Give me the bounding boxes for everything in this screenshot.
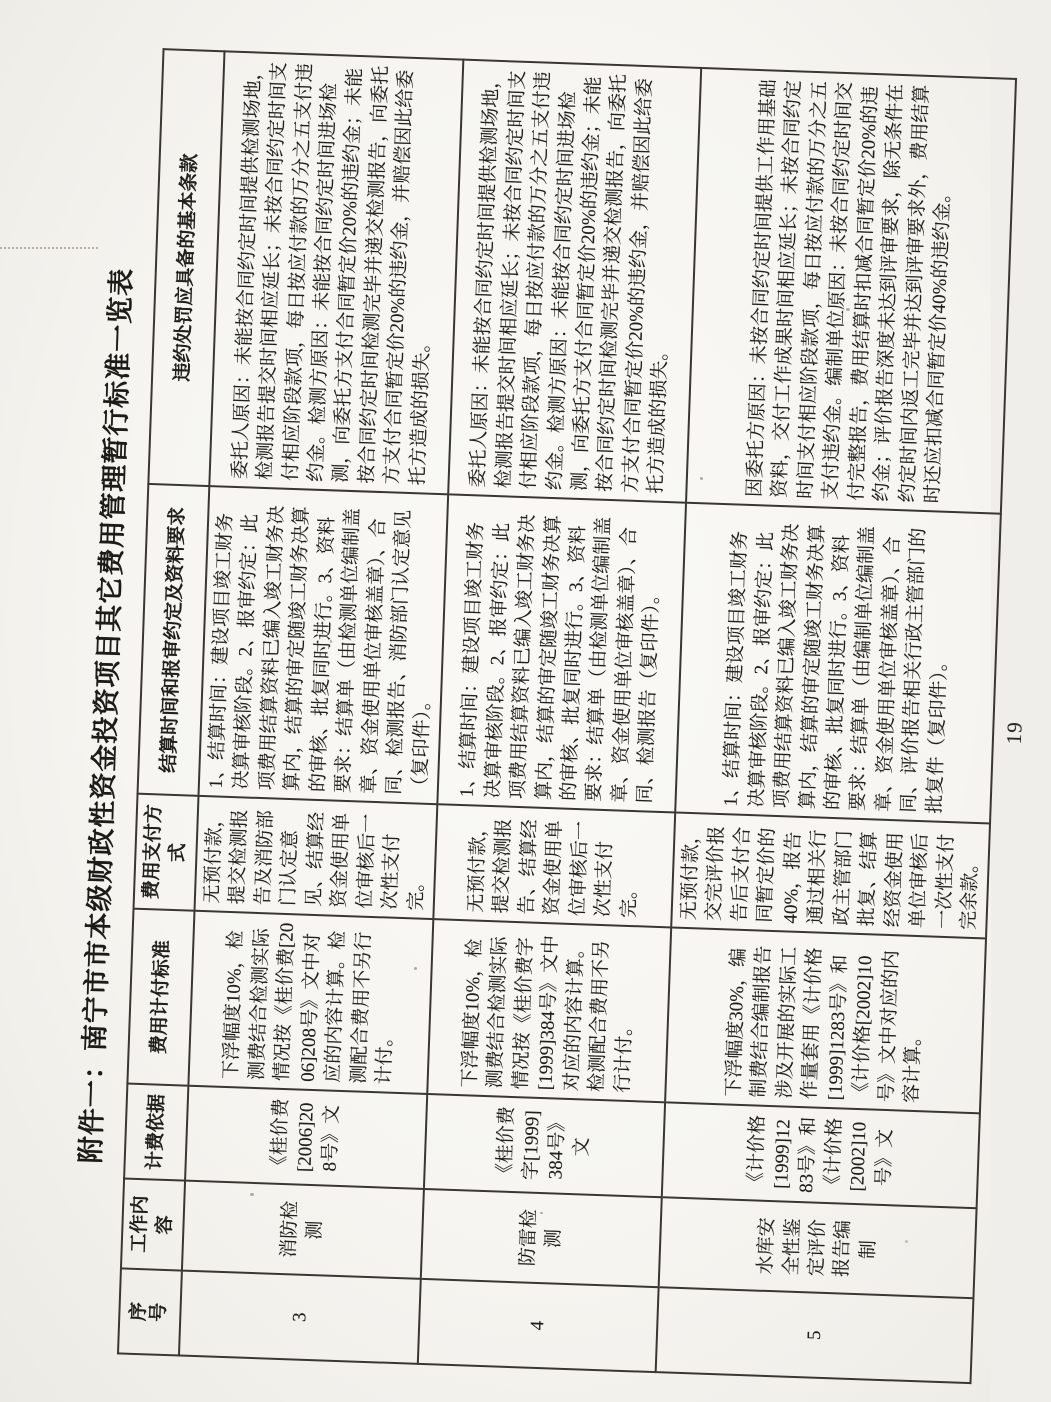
cell-fee-standard: 下浮幅度10%，检测费结合检测实际情况按《桂价费字[1999]384号》文中对应的内容计算。检测配合费用不另行计付。 <box>427 919 671 1102</box>
col-header-penalty: 违约处罚应具备的基本条款 <box>148 49 224 486</box>
cell-fee-standard: 下浮幅度10%，检测费结合检测实际情况按《桂价费[2006]208号》文中对应的内容计算。检测配合费用不另行计付。 <box>188 911 433 1094</box>
table-row-lightning-detection <box>418 60 701 1373</box>
table-row-fire-detection <box>179 51 463 1364</box>
col-header-settlement: 结算时间和报审约定及资料要求 <box>138 484 210 796</box>
cell-seq: 3 <box>179 1271 421 1364</box>
cell-fee-standard: 下浮幅度30%，编制费结合编制报告涉及开展的实际工作量套用《计价格[1999]1283号》和《计价格[2002]10号》文中对应的内容计算。 <box>665 927 986 1113</box>
table-row-reservoir-safety-report <box>656 68 1017 1383</box>
fee-standards-table <box>117 48 1018 1384</box>
col-header-payment: 费用支付方式 <box>134 794 199 911</box>
col-header-seq: 序号 <box>118 1268 182 1355</box>
cell-fee-basis: 《桂价费[2006]208号》文 <box>185 1086 427 1189</box>
col-header-work: 工作内容 <box>121 1178 185 1270</box>
cell-seq: 4 <box>418 1279 659 1372</box>
cell-work-content: 消防检测 <box>182 1181 424 1279</box>
cell-payment-method: 无预付款，提交检测报告、结算经资金使用单位审核后一次性支付完。 <box>433 804 675 927</box>
cell-work-content: 防雷检测 <box>421 1189 662 1287</box>
cell-breach-penalty: 委托人原因：未能按合同约定时间提供检测场地，检测报告提交时间相应延长；未按合同约定时间支付相应阶段款项，每日按应付款的万分之五支付违约金。检测方原因：未能按合同约定时间进场检测，向委托方支付合同暂定价20%的违约金；未能按合同约定时间检测完毕并递交检测报告，向委托方支付合同暂定价20%的违约金，并赔偿因此给委托方造成的损失。 <box>448 60 701 503</box>
col-header-standard: 费用计付标准 <box>127 909 194 1086</box>
cell-breach-penalty: 委托人原因：未能按合同约定时间提供检测场地，检测报告提交时间相应延长；未按合同约定时间支付相应阶段款项，每日按应付款的万分之五支付违约金。检测方原因：未能按合同约定时间进场检测，向委托方支付合同暂定价20%的违约金；未能按合同约定时间检测完毕并递交检测报告，向委托方支付合同暂定价20%的违约金，并赔偿因此给委托方造成的损失。 <box>209 51 463 494</box>
col-header-basis: 计费依据 <box>124 1084 188 1181</box>
cell-settlement-requirements: 1、结算时间：建设项目竣工财务决算审核阶段。2、报审约定：此项费用结算资料已编入竣工财务决算内，结算的审定随竣工财务决算的审核、批复同时进行。3、资料要求：结算单（由检测单位编制盖章、资金使用单位审核盖章）、合同、检测报告、消防部门认定意见（复印件）。 <box>198 486 448 804</box>
rotated-landscape-sheet <box>50 41 1028 1382</box>
cell-breach-penalty: 因委托方原因：未按合同约定时间提供工作用基础资料，交付工作成果时间相应延长；未按合同约定时间支付相应阶段款项，每日按应付款的万分之五支付违约金。编制单位原因：未按合同约定时间交付完整报告，费用结算时扣减合同暂定价20%的违约金；评价报告深度未达到评审要求，除无条件在约定时间内返工完毕并达到评审要求外，费用结算时还应扣减合同暂定价40%的违约金。 <box>686 68 1016 514</box>
cell-settlement-requirements: 1、结算时间：建设项目竣工财务决算审核阶段。2、报审约定：此项费用结算资料已编入竣工财务决算内，结算的审定随竣工财务决算的审核、批复同时进行。3、资料要求：结算单（由检测单位编制盖章、资金使用单位审核盖章）、合同、检测报告（复印件）。 <box>437 494 686 812</box>
cell-fee-basis: 《桂价费字[1999]384号》文 <box>424 1094 665 1197</box>
page-number: 19 <box>1002 720 1028 745</box>
page-title: 附件一：南宁市市本级财政性资金投资项目其它费用管理暂行标准一览表 <box>75 267 137 1164</box>
cell-work-content: 水库安全性鉴定评价报告编制 <box>659 1197 977 1298</box>
cell-seq: 5 <box>656 1287 974 1383</box>
cell-settlement-requirements: 1、结算时间：建设项目竣工财务决算审核阶段。2、报审约定：此项费用结算资料已编入竣工财务决算内，结算的审定随竣工财务决算的审核、批复同时进行。3、资料要求：结算单（由编制单位编制盖章、资金使用单位审核盖章）、合同、评价报告相关行政主管部门的批复件（复印件）。 <box>675 503 1001 824</box>
cell-fee-basis: 《计价格[1999]1283号》和《计价格[2002]10号》文 <box>662 1102 981 1208</box>
scan-dotted-line <box>0 247 98 249</box>
cell-payment-method: 无预付款，交完评价报告后支付合同暂定价的40%，报告通过相关行政主管部门批复、结算经资金使用单位审核后一次性支付完余款。 <box>671 812 990 938</box>
cell-payment-method: 无预付款，提交检测报告及消防部门认定意见、结算经资金使用单位审核后一次性支付完。 <box>194 796 437 919</box>
